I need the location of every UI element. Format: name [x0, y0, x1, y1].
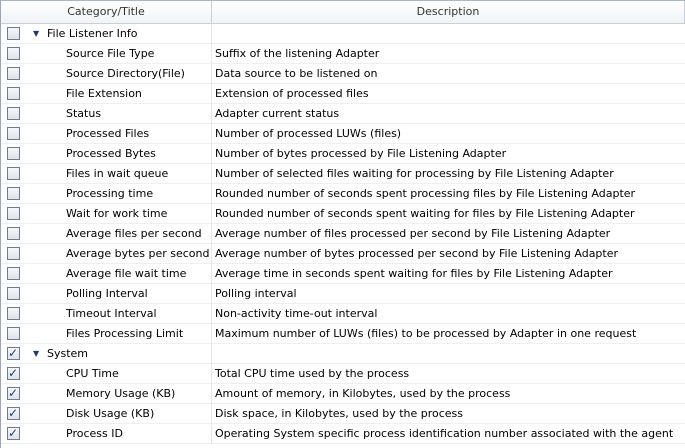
checkbox[interactable]: [7, 107, 20, 120]
tree-group-row[interactable]: [1, 24, 685, 44]
table-row[interactable]: [1, 64, 685, 84]
table-row[interactable]: [1, 324, 685, 344]
column-header-category-title[interactable]: Category/Title: [1, 1, 212, 23]
table-row[interactable]: [1, 204, 685, 224]
checkbox[interactable]: [7, 287, 20, 300]
table-row[interactable]: [1, 364, 685, 384]
checkbox[interactable]: [7, 167, 20, 180]
table-row[interactable]: [1, 404, 685, 424]
column-divider: [211, 144, 212, 164]
metric-description: Rounded number of seconds spent processing files by File Listening Adapter: [215, 187, 636, 200]
checkbox[interactable]: [7, 27, 20, 40]
grid-rows: [1, 24, 685, 444]
metric-description: Maximum number of LUWs (files) to be processed by Adapter in one request: [215, 327, 637, 340]
table-row[interactable]: [1, 424, 685, 444]
checkbox[interactable]: [7, 47, 20, 60]
column-divider: [211, 424, 212, 444]
metric-title: Processing time: [66, 187, 154, 200]
metric-description: Average number of files processed per second by File Listening Adapter: [215, 227, 611, 240]
column-divider: [211, 184, 212, 204]
metric-description: Amount of memory, in Kilobytes, used by the process: [215, 387, 511, 400]
grid-header: [1, 0, 685, 24]
column-divider: [211, 224, 212, 244]
tree-group-row[interactable]: [1, 344, 685, 364]
metric-title: File Extension: [66, 87, 142, 100]
metric-description: Disk space, in Kilobytes, used by the process: [215, 407, 464, 420]
checkbox-checked[interactable]: [7, 427, 20, 440]
metric-description: Rounded number of seconds spent waiting for files by File Listening Adapter: [215, 207, 635, 220]
table-row[interactable]: [1, 224, 685, 244]
column-divider: [211, 324, 212, 344]
checkbox[interactable]: [7, 307, 20, 320]
checkbox[interactable]: [7, 327, 20, 340]
metric-description: Operating System specific process identification number associated with the agent: [215, 427, 674, 440]
metric-description: Data source to be listened on: [215, 67, 378, 80]
group-title: System: [47, 347, 89, 360]
metric-description: [215, 344, 683, 364]
table-row[interactable]: [1, 284, 685, 304]
metric-title: Average files per second: [66, 227, 202, 240]
metric-description: Average number of bytes processed per second by File Listening Adapter: [215, 247, 619, 260]
metric-title: Average bytes per second: [66, 247, 210, 260]
checkbox-checked[interactable]: [7, 347, 20, 360]
metric-title: Files in wait queue: [66, 167, 169, 180]
column-divider: [211, 304, 212, 324]
metric-description: Number of processed LUWs (files): [215, 127, 402, 140]
column-divider: [211, 44, 212, 64]
checkbox-checked[interactable]: [7, 387, 20, 400]
metric-title: Timeout Interval: [66, 307, 157, 320]
column-divider: [211, 124, 212, 144]
metric-description: Number of selected files waiting for processing by File Listening Adapter: [215, 167, 614, 180]
table-row[interactable]: [1, 84, 685, 104]
metric-description: Number of bytes processed by File Listening Adapter: [215, 147, 507, 160]
table-row[interactable]: [1, 144, 685, 164]
metric-title: Files Processing Limit: [66, 327, 184, 340]
table-row[interactable]: [1, 244, 685, 264]
metric-description: Adapter current status: [215, 107, 340, 120]
checkbox[interactable]: [7, 227, 20, 240]
metric-title: CPU Time: [66, 367, 119, 380]
checkbox[interactable]: [7, 267, 20, 280]
checkbox[interactable]: [7, 127, 20, 140]
checkbox-checked[interactable]: [7, 407, 20, 420]
table-row[interactable]: [1, 304, 685, 324]
column-divider: [211, 164, 212, 184]
metric-description: Non-activity time-out interval: [215, 307, 378, 320]
column-divider: [211, 384, 212, 404]
column-divider: [211, 64, 212, 84]
metric-title: Source File Type: [66, 47, 155, 60]
column-divider: [211, 344, 212, 364]
checkbox[interactable]: [7, 247, 20, 260]
column-divider: [211, 284, 212, 304]
metric-title: Wait for work time: [66, 207, 168, 220]
collapse-triangle-icon[interactable]: ▼: [33, 29, 40, 38]
metric-title: Polling Interval: [66, 287, 148, 300]
column-divider: [211, 404, 212, 424]
column-divider: [211, 84, 212, 104]
table-row[interactable]: [1, 264, 685, 284]
column-divider: [211, 364, 212, 384]
metric-title: Processed Files: [66, 127, 150, 140]
table-row[interactable]: [1, 124, 685, 144]
table-row[interactable]: [1, 104, 685, 124]
metric-title: Source Directory(File): [66, 67, 185, 80]
checkbox[interactable]: [7, 87, 20, 100]
metric-description: Average time in seconds spent waiting for files by File Listening Adapter: [215, 267, 613, 280]
metric-description: Extension of processed files: [215, 87, 369, 100]
column-divider: [211, 264, 212, 284]
metric-title: Average file wait time: [66, 267, 187, 280]
collapse-triangle-icon[interactable]: ▼: [33, 349, 40, 358]
metric-description: Suffix of the listening Adapter: [215, 47, 380, 60]
metric-title: Memory Usage (KB): [66, 387, 176, 400]
group-title: File Listener Info: [47, 27, 138, 40]
column-divider: [211, 244, 212, 264]
checkbox[interactable]: [7, 67, 20, 80]
metric-title: Status: [66, 107, 102, 120]
column-divider: [211, 24, 212, 44]
table-row[interactable]: [1, 44, 685, 64]
column-divider: [211, 204, 212, 224]
table-row[interactable]: [1, 164, 685, 184]
table-row[interactable]: [1, 184, 685, 204]
checkbox-checked[interactable]: [7, 367, 20, 380]
metric-title: Processed Bytes: [66, 147, 156, 160]
checkbox[interactable]: [7, 207, 20, 220]
checkbox[interactable]: [7, 187, 20, 200]
metric-description: Polling interval: [215, 287, 297, 300]
column-divider: [211, 104, 212, 124]
metric-title: Disk Usage (KB): [66, 407, 155, 420]
metric-description: Total CPU time used by the process: [215, 367, 410, 380]
checkbox[interactable]: [7, 147, 20, 160]
table-row[interactable]: [1, 384, 685, 404]
column-header-description[interactable]: Description: [212, 1, 685, 23]
metric-title: Process ID: [66, 427, 123, 440]
metric-description: [215, 24, 683, 44]
